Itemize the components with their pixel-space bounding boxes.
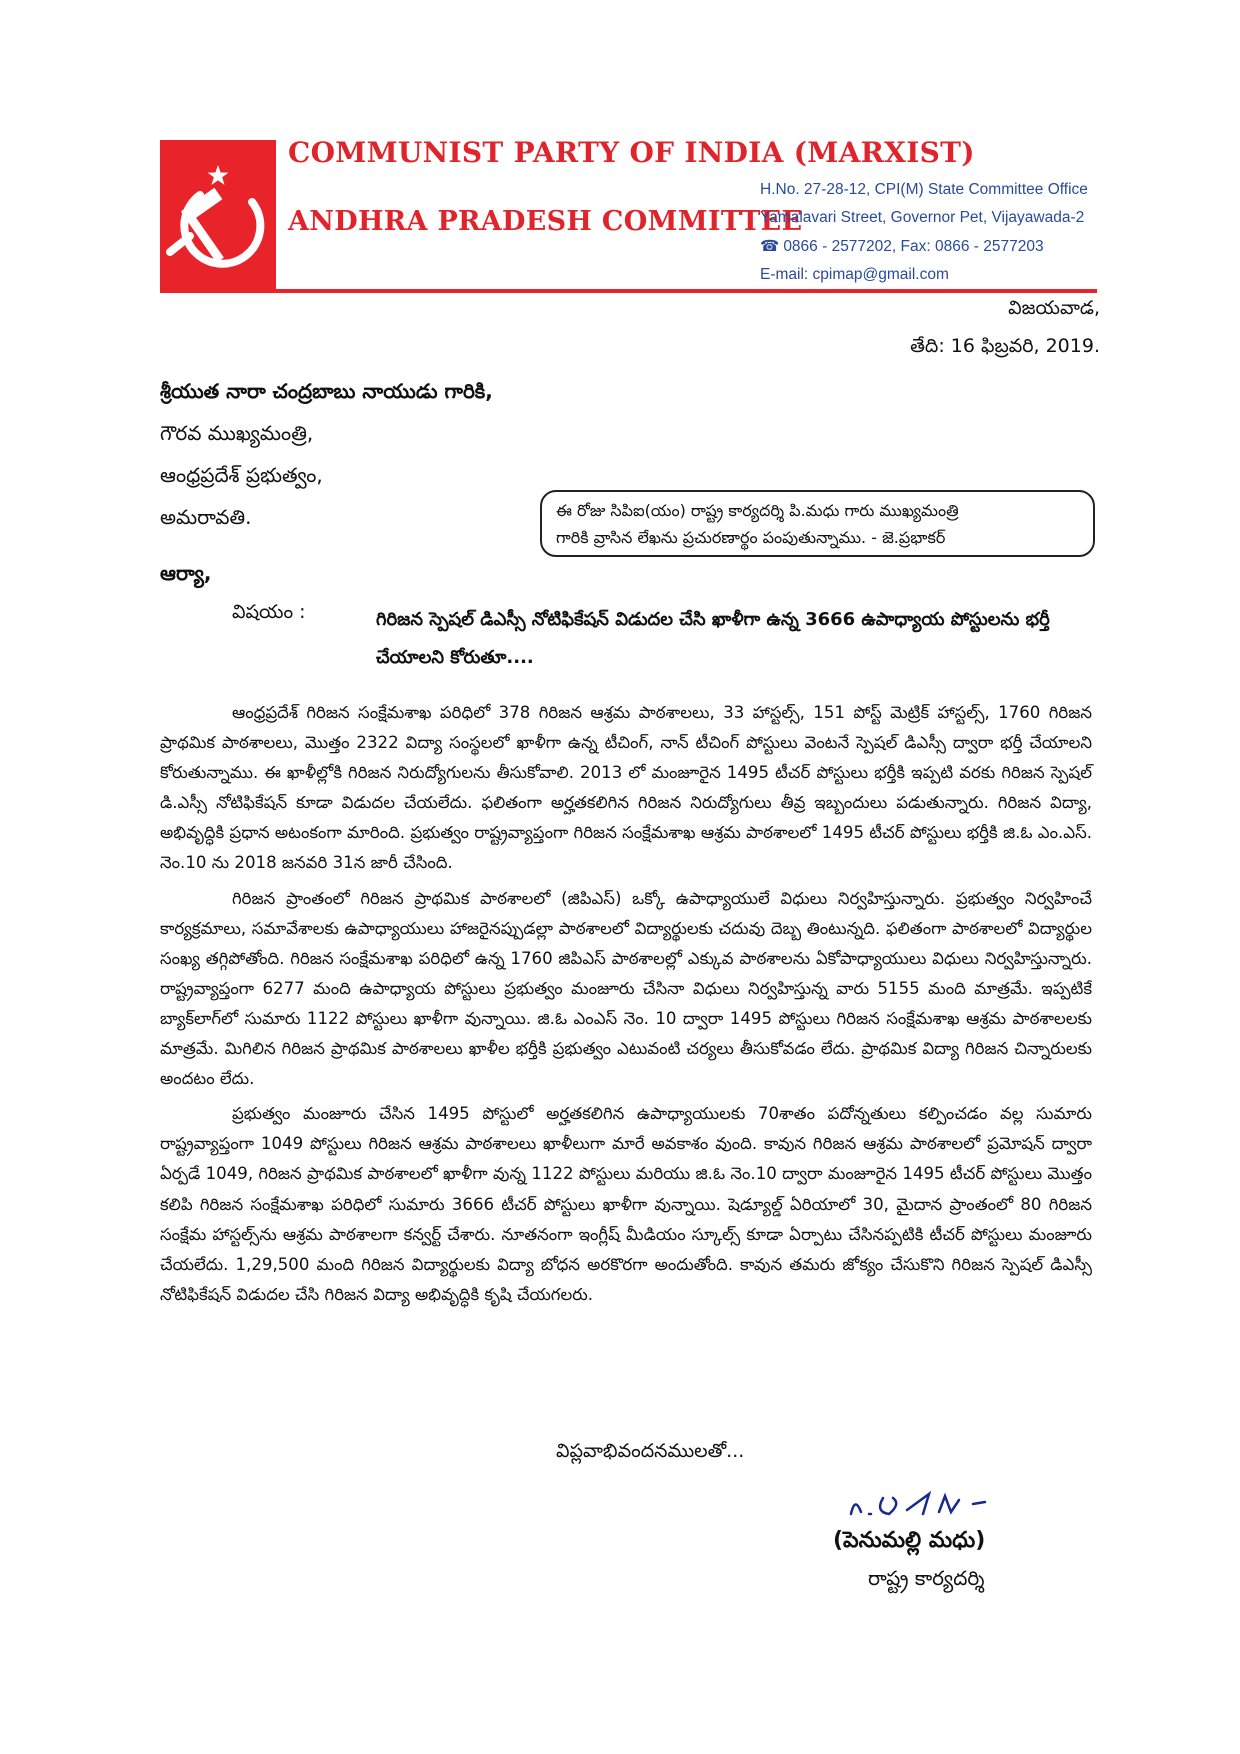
- handwritten-signature: [843, 1484, 1013, 1532]
- signer-title: రాష్ట్ర కార్యదర్శి: [868, 1566, 985, 1590]
- hammer-sickle-star-icon: [160, 140, 276, 293]
- press-note-line-2: గారికి వ్రాసిన లేఖను ప్రచురణార్థం పంపుతున్నాము. - జె.ప్రభాకర్: [556, 528, 946, 547]
- office-phone-line: [760, 237, 1044, 256]
- addressee-title: గౌరవ ముఖ్యమంత్రి,: [160, 421, 314, 445]
- office-address-line-2: Yamalavari Street, Governor Pet, Vijayawada-2: [760, 209, 1085, 226]
- letter-body: [160, 698, 1092, 1315]
- press-note-box: [540, 490, 1095, 557]
- addressee-city: అమరావతి.: [160, 505, 252, 529]
- party-logo: [160, 140, 276, 293]
- subject-label: విషయం :: [232, 601, 306, 623]
- office-email-line: E-mail: cpimap@gmail.com: [760, 266, 949, 283]
- subject-text: గిరిజన స్పెషల్ డిఎస్సీ నోటిఫికేషన్ విడుదల చేసి ఖాళీగా ఉన్న 3666 ఉపాధ్యాయ పోస్టులను భర్తీ చేయాలని కోరుతూ....: [376, 609, 1050, 668]
- addressee-government: ఆంధ్రప్రదేశ్ ప్రభుత్వం,: [160, 463, 323, 487]
- office-address-line-1: H.No. 27-28-12, CPI(M) State Committee Office: [760, 181, 1088, 198]
- letter-date: తేది: 16 ఫిబ్రవరి, 2019.: [910, 335, 1100, 357]
- addressee-name: శ్రీయుత నారా చంద్రబాబు నాయుడు గారికి,: [160, 379, 493, 403]
- press-note-line-1: ఈ రోజు సిపిఐ(యం) రాష్ట్ర కార్యదర్శి పి.మధు గారు ముఖ్యమంత్రి: [556, 501, 959, 520]
- header-divider: [160, 289, 1097, 293]
- committee-name: ANDHRA PRADESH COMMITTEE: [288, 206, 803, 237]
- body-paragraph-2: గిరిజన ప్రాంతంలో గిరిజన ప్రాథమిక పాఠశాలలో (జిపిఎస్) ఒక్కో ఉపాధ్యాయులే విధులు నిర్వహిస్తున్నారు. ప్రభుత్వం నిర్వహించే కార్యక్రమాలు, సమావేశాలకు ఉపాధ్యాయులు హాజరైనప్పుడల్లా పాఠశాలలో విద్యార్థులకు చదువు దెబ్బ తింటున్నది. ఫలితంగా పాఠశాలలో విద్యార్థుల సంఖ్య తగ్గిపోతోంది. గిరిజన సంక్షేమశాఖ పరిధిలో ఉన్న 1760 జిపిఎస్ పాఠశాలల్లో ఎక్కువ పాఠశాలను ఏకోపాధ్యాయులు విధులు నిర్వహిస్తున్నారు. రాష్ట్రవ్యాప్తంగా 6277 మంది ఉపాధ్యాయ పోస్టులు ప్రభుత్వం మంజూరు చేసినా విధులు నిర్వహిస్తున్న వారు 5155 మంది మాత్రమే. ఇప్పటికే బ్యాక్‌లాగ్‌లో సుమారు 1122 పోస్టులు ఖాళీగా వున్నాయి. జి.ఓ ఎంఎస్ నెం. 10 ద్వారా 1495 పోస్టులు గిరిజన సంక్షేమశాఖ ఆశ్రమ పాఠశాలలకు మాత్రమే. మిగిలిన గిరిజన ప్రాథమిక పాఠశాలలు ఖాళీల భర్తీకి ప్రభుత్వం ఎటువంటి చర్యలు తీసుకోవడం లేదు. ప్రాథమిక విద్యా గిరిజన చిన్నారులకు అందటం లేదు.: [160, 888, 1092, 1089]
- addressee-block: [160, 370, 493, 538]
- phone-fax-text: 0866 - 2577202, Fax: 0866 - 2577203: [783, 238, 1044, 255]
- salutation: ఆర్యా,: [160, 561, 212, 585]
- closing-greeting: విప్లవాభివందనములతో...: [556, 1440, 745, 1462]
- phone-icon: ☎: [760, 238, 780, 255]
- party-name: COMMUNIST PARTY OF INDIA (MARXIST): [288, 136, 975, 169]
- body-paragraph-1: ఆంధ్రప్రదేశ్ గిరిజన సంక్షేమశాఖ పరిధిలో 378 గిరిజన ఆశ్రమ పాఠశాలలు, 33 హాస్టల్స్, 151 పోస్ట్ మెట్రిక్ హాస్టల్స్, 1760 గిరిజన ప్రాథమిక పాఠశాలలు, మొత్తం 2322 విద్యా సంస్థలలో ఖాళీగా ఉన్న టీచింగ్, నాన్ టీచింగ్ పోస్టులు వెంటనే స్పెషల్ డిఎస్సీ ద్వారా భర్తీ చేయాలని కోరుతున్నాము. ఈ ఖాళీల్లోకి గిరిజన నిరుద్యోగులను తీసుకోవాలి. 2013 లో మంజూరైన 1495 టీచర్ పోస్టులు భర్తీకి ఇప్పటి వరకు గిరిజన స్పెషల్ డి.ఎస్సీ నోటిఫికేషన్ కూడా విడుదల చేయలేదు. ఫలితంగా అర్హతకలిగిన గిరిజన నిరుద్యోగులు తీవ్ర ఇబ్బందులు పడుతున్నారు. గిరిజన విద్యా, అభివృద్ధికి ప్రధాన అటంకంగా మారింది. ప్రభుత్వం రాష్ట్రవ్యాప్తంగా గిరిజన సంక్షేమశాఖ ఆశ్రమ పాఠశాలలో 1495 టీచర్ పోస్టులు భర్తీకి జి.ఓ ఎం.ఎస్. నెం.10 ను 2018 జనవరి 31న జారీ చేసింది.: [160, 703, 1092, 873]
- letter-place: విజయవాడ,: [1008, 297, 1100, 319]
- signer-name: (పెనుమల్లి మధు): [833, 1528, 986, 1553]
- body-paragraph-3: ప్రభుత్వం మంజూరు చేసిన 1495 పోస్టులో అర్హతకలిగిన ఉపాధ్యాయులకు 70శాతం పదోన్నతులు కల్పించడం వల్ల సుమారు రాష్ట్రవ్యాప్తంగా 1049 పోస్టులు గిరిజన ఆశ్రమ పాఠశాలలు ఖాళీలుగా మారే అవకాశం వుంది. కావున గిరిజన ఆశ్రమ పాఠశాలలో ప్రమోషన్ ద్వారా ఏర్పడే 1049, గిరిజన ప్రాథమిక పాఠశాలలో ఖాళీగా వున్న 1122 పోస్టులు మరియు జి.ఓ నెం.10 ద్వారా మంజూరైన 1495 టీచర్ పోస్టులు మొత్తం కలిపి గిరిజన సంక్షేమశాఖ పరిధిలో సుమారు 3666 టీచర్ పోస్టులు ఖాళీగా వున్నాయి. షెడ్యూల్డ్ ఏరియాలో 30, మైదాన ప్రాంతంలో 80 గిరిజన సంక్షేమ హాస్టల్స్‌ను ఆశ్రమ పాఠశాలగా కన్వర్ట్ చేశారు. నూతనంగా ఇంగ్లీష్ మీడియం స్కూల్స్ కూడా ఏర్పాటు చేసినప్పటికి టీచర్ పోస్టులు మంజూరు చేయలేదు. 1,29,500 మంది గిరిజన విద్యార్థులకు విద్యా బోధన అరకొరగా అందుతోంది. కావున తమరు జోక్యం చేసుకొని గిరిజన స్పెషల్ డిఎస్సీ నోటిఫికేషన్ విడుదల చేసి గిరిజన విద్యా అభివృద్ధికి కృషి చేయగలరు.: [160, 1104, 1092, 1304]
